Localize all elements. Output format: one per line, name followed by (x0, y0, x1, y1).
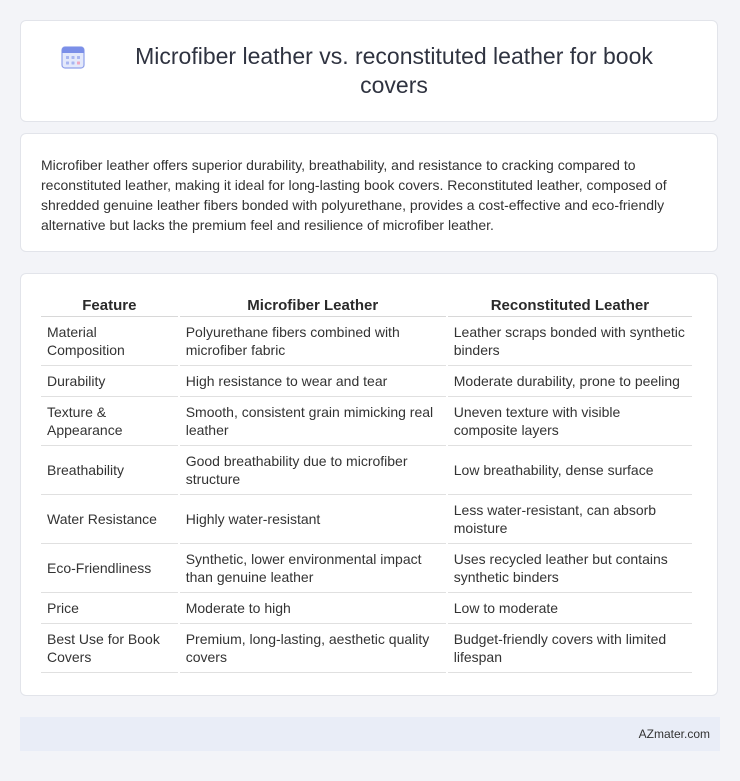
reconstituted-cell: Low to moderate (448, 593, 692, 624)
microfiber-cell: Polyurethane fibers combined with microfiber fabric (180, 317, 446, 366)
table-row (41, 593, 692, 624)
header-feature: Feature (41, 294, 178, 317)
footer-brand[interactable]: AZmater.com (638, 727, 710, 741)
header-reconstituted: Reconstituted Leather (448, 294, 692, 317)
reconstituted-cell: Low breathability, dense surface (448, 446, 692, 495)
title-wrap (59, 42, 679, 100)
page-title: Microfiber leather vs. reconstituted leather for book covers (135, 43, 653, 98)
feature-cell: Durability (41, 366, 178, 397)
feature-cell: Breathability (41, 446, 178, 495)
table-row (41, 317, 692, 366)
table-header-row (41, 294, 692, 317)
reconstituted-cell: Uneven texture with visible composite layers (448, 397, 692, 446)
summary-text: Microfiber leather offers superior durability, breathability, and resistance to cracking compared to reconstituted leather, making it ideal for long-lasting book covers. Reconstituted leather, composed of shredded genuine leather fibers bonded with polyurethane, provides a cost-effective and eco-friendly alternative but lacks the premium feel and resilience of microfiber leather. (41, 157, 667, 233)
feature-cell: Texture & Appearance (41, 397, 178, 446)
feature-cell: Best Use for Book Covers (41, 624, 178, 673)
summary-card (20, 133, 718, 252)
reconstituted-cell: Uses recycled leather but contains synthetic binders (448, 544, 692, 593)
reconstituted-cell: Leather scraps bonded with synthetic binders (448, 317, 692, 366)
comparison-table (39, 294, 694, 673)
reconstituted-cell: Less water-resistant, can absorb moisture (448, 495, 692, 544)
microfiber-cell: High resistance to wear and tear (180, 366, 446, 397)
title-card (20, 20, 718, 122)
feature-cell: Material Composition (41, 317, 178, 366)
microfiber-cell: Smooth, consistent grain mimicking real leather (180, 397, 446, 446)
feature-cell: Price (41, 593, 178, 624)
microfiber-cell: Highly water-resistant (180, 495, 446, 544)
table-row (41, 544, 692, 593)
microfiber-cell: Premium, long-lasting, aesthetic quality covers (180, 624, 446, 673)
microfiber-cell: Good breathability due to microfiber structure (180, 446, 446, 495)
calendar-icon (59, 43, 87, 71)
microfiber-cell: Moderate to high (180, 593, 446, 624)
table-row (41, 397, 692, 446)
footer-bar (20, 717, 720, 751)
header-microfiber: Microfiber Leather (180, 294, 446, 317)
reconstituted-cell: Moderate durability, prone to peeling (448, 366, 692, 397)
table-row (41, 495, 692, 544)
table-row (41, 446, 692, 495)
table-row (41, 366, 692, 397)
comparison-card (20, 273, 718, 696)
feature-cell: Eco-Friendliness (41, 544, 178, 593)
feature-cell: Water Resistance (41, 495, 178, 544)
table-row (41, 624, 692, 673)
reconstituted-cell: Budget-friendly covers with limited lifespan (448, 624, 692, 673)
microfiber-cell: Synthetic, lower environmental impact than genuine leather (180, 544, 446, 593)
